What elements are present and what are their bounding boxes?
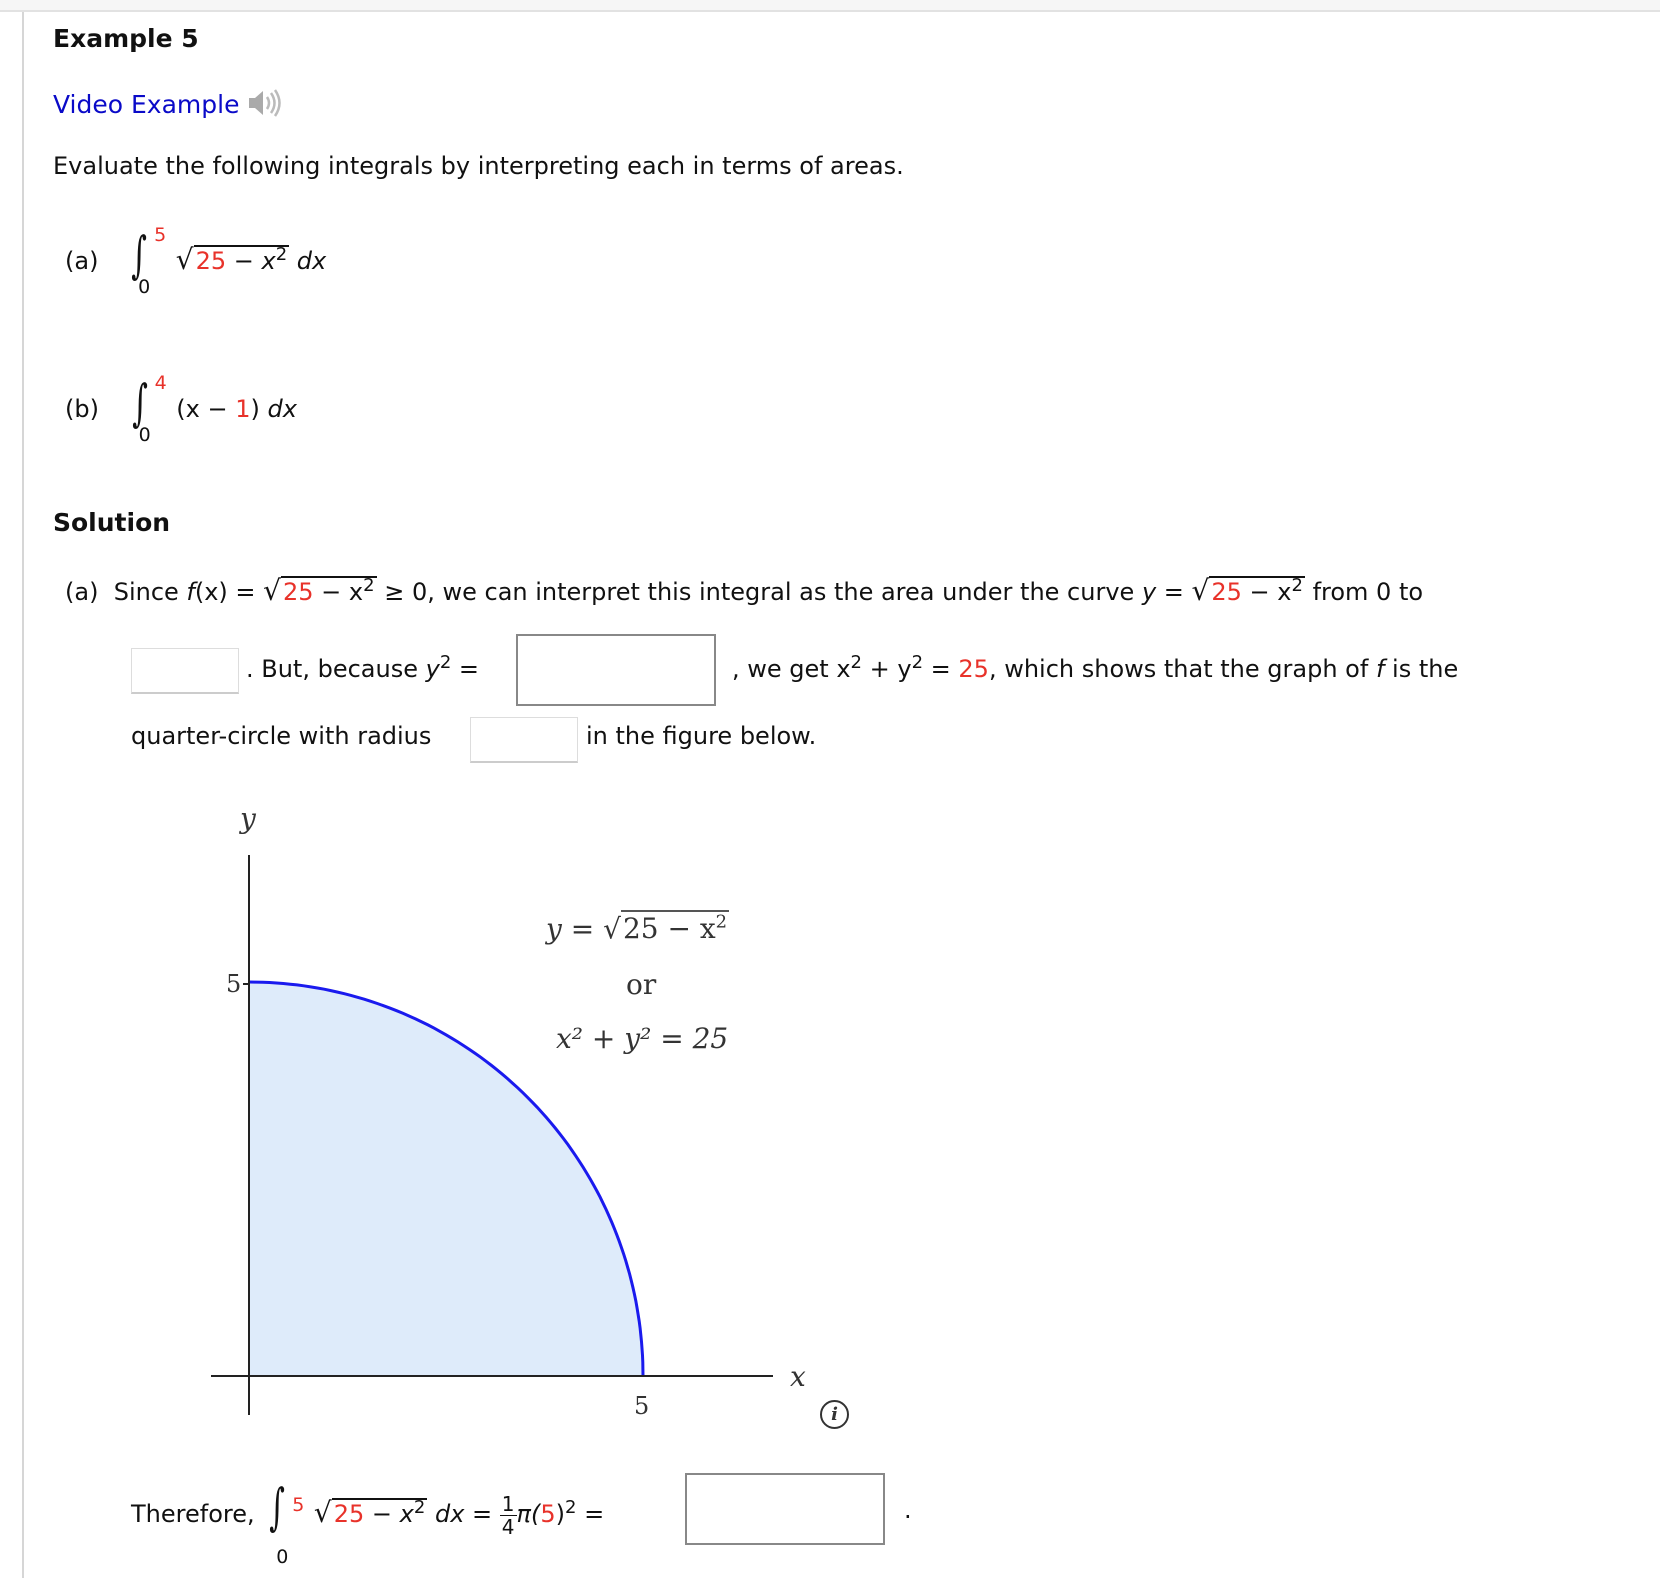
y-tick-label: 5 xyxy=(226,970,242,998)
dx: dx xyxy=(296,247,327,275)
intro-text: Evaluate the following integrals by interpreting each in terms of areas. xyxy=(53,152,904,180)
sqrt-expression: $√25 - x^2$ xyxy=(175,243,288,276)
quarter-circle-text: quarter-circle with radius xyxy=(131,722,432,750)
solution-line-2a: . But, because $y^2$ = xyxy=(246,652,480,683)
integral-sign: ∫ 5 0 xyxy=(131,224,167,298)
figure-below-text: in the figure below. xyxy=(586,722,817,750)
solution-line-1: (a) Since $f(x) = √25 - x^2 \ge 0$, we can interpret this integral as the area under the curve $y = √25 - x^2$ from 0 to xyxy=(65,574,1424,607)
answer-input[interactable] xyxy=(685,1473,885,1545)
x-tick-label: 5 xyxy=(634,1392,650,1420)
period: . xyxy=(904,1496,912,1524)
curve-equation: $y = √25 - x^2$ xyxy=(546,912,728,946)
part-b: (b) ∫ 4 0 (x − 1) dx xyxy=(65,372,297,446)
solution-heading: Solution xyxy=(53,508,171,537)
solution-line-2b: , we get $x^2 + y^2 = 25$, which shows that the graph of f is the xyxy=(732,652,1459,683)
integral-sign: ∫ 5 0 xyxy=(269,1478,305,1568)
therefore-line: Therefore, ∫ 5 0 $√25 - x^2$ dx = $\frac{1}{4}$ $\pi(5)^2$ = xyxy=(131,1478,605,1568)
example-title: Example 5 xyxy=(53,24,199,53)
or-text: or xyxy=(626,968,657,1001)
video-example-label[interactable]: Video Example xyxy=(53,90,240,119)
circle-equation: x² + y² = 25 xyxy=(556,1022,729,1055)
part-a-label: (a) xyxy=(65,247,99,275)
integral-sign: ∫ 4 0 xyxy=(131,372,167,446)
part-b-label: (b) xyxy=(65,395,99,423)
info-icon[interactable]: i xyxy=(820,1400,849,1429)
x-axis-label: x xyxy=(790,1360,806,1393)
y-axis-label: y xyxy=(240,802,256,835)
